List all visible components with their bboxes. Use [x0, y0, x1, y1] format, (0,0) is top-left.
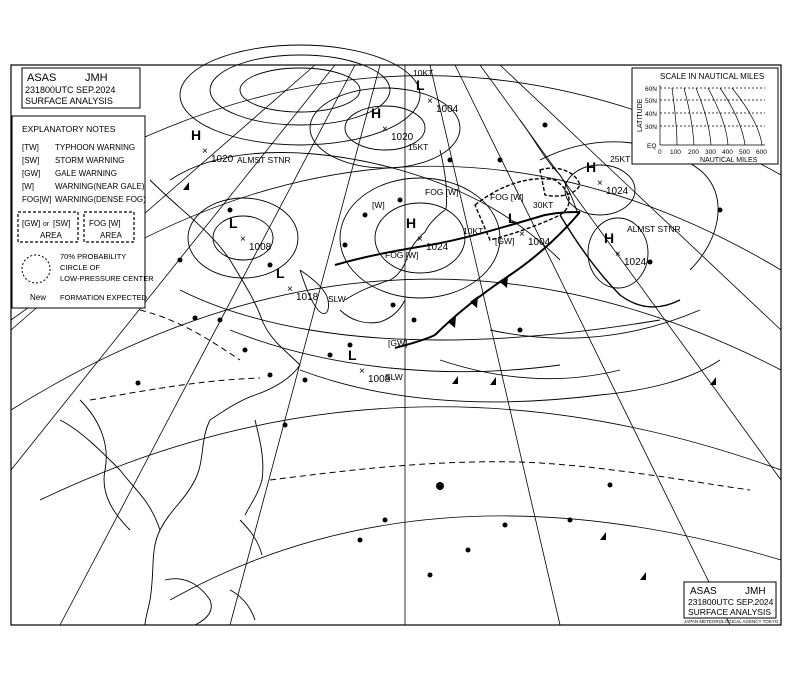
center-cross-icon: ×	[359, 366, 365, 377]
pressure-value: 1018	[296, 292, 319, 303]
scale-lat-30: 30N	[645, 124, 657, 131]
footer-box	[684, 582, 779, 624]
center-cross-icon: ×	[417, 234, 423, 245]
legend-text-gw: GALE WARNING	[55, 169, 117, 178]
legend-code-gw: [GW]	[22, 169, 41, 178]
scale-lat-title: LATITUDE	[637, 98, 644, 132]
center-cross-icon: ×	[597, 178, 603, 189]
legend-fog-area-label: AREA	[100, 231, 122, 240]
scale-x-400: 400	[722, 149, 733, 156]
footer-datetime: 231800UTC SEP.2024	[688, 597, 774, 607]
legend-text-fog: WARNING(DENSE FOG)	[55, 195, 146, 204]
pressure-type-label: L	[229, 215, 238, 231]
legend-text-tw: TYPHOON WARNING	[55, 143, 136, 152]
pressure-type-label: H	[586, 159, 597, 175]
legend-code-sw: [SW]	[22, 156, 40, 165]
legend-area-label: AREA	[40, 231, 62, 240]
scale-x-200: 200	[688, 149, 699, 156]
map-annotation-label: [GW]	[388, 338, 408, 348]
legend-text-w: WARNING(NEAR GALE)	[55, 182, 145, 191]
pressure-value: 1024	[624, 257, 647, 268]
scale-lat-50: 50N	[645, 98, 657, 105]
pressure-value: 1020	[211, 154, 234, 165]
center-cross-icon: ×	[382, 124, 388, 135]
legend-new-text: FORMATION EXPECTED	[60, 293, 147, 302]
map-annotation-label: 10KT	[413, 68, 434, 78]
footer-asas: ASAS	[690, 586, 717, 597]
pressure-value: 1008	[368, 374, 391, 385]
map-annotation-label: ALMST STNR	[627, 224, 681, 234]
pressure-type-label: L	[508, 210, 517, 226]
map-annotation-label: 15KT	[408, 142, 429, 152]
pressure-type-label: H	[191, 127, 202, 143]
legend-title: EXPLANATORY NOTES	[22, 124, 116, 134]
scale-x-300: 300	[705, 149, 716, 156]
footer-agency: JAPAN METEOROLOGICAL AGENCY TOKYO	[684, 619, 779, 624]
legend-prob-3: LOW-PRESSURE CENTER	[60, 274, 154, 283]
scale-lat-60: 60N	[645, 86, 657, 93]
scale-x-500: 500	[739, 149, 750, 156]
scale-x-600: 600	[756, 149, 767, 156]
pressure-value: 1024	[426, 242, 449, 253]
center-cross-icon: ×	[240, 234, 246, 245]
header-datetime: 231800UTC SEP.2024	[25, 85, 116, 95]
center-cross-icon: ×	[615, 249, 621, 260]
legend-new-label: New	[30, 293, 47, 302]
pressure-type-label: L	[416, 77, 425, 93]
footer-title: SURFACE ANALYSIS	[688, 607, 771, 617]
map-annotation-label: ALMST STNR	[237, 155, 291, 165]
map-annotation-label: 30KT	[533, 200, 554, 210]
center-cross-icon: ×	[427, 96, 433, 107]
legend-area-or: or	[43, 221, 50, 228]
pressure-value: 1004	[528, 237, 551, 248]
pressure-type-label: H	[371, 105, 382, 121]
center-cross-icon: ×	[287, 284, 293, 295]
header-title: SURFACE ANALYSIS	[25, 96, 113, 106]
scale-box	[632, 68, 778, 164]
map-annotation-label: FOG [W]	[490, 192, 524, 202]
legend-code-w: [W]	[22, 182, 34, 191]
legend-prob-2: CIRCLE OF	[60, 263, 101, 272]
legend-fog-w: FOG [W]	[89, 219, 121, 228]
header-jmh: JMH	[85, 72, 108, 84]
map-annotation-label: SLW	[328, 294, 346, 304]
map-annotation-label: [GW]	[495, 236, 515, 246]
scale-x-0: 0	[658, 149, 662, 156]
scale-lat-eq: EQ	[647, 143, 657, 150]
legend-area-sw: [SW]	[53, 219, 71, 228]
map-annotation-label: 10KT	[463, 226, 484, 236]
pressure-value: 1008	[249, 242, 272, 253]
map-annotation-label: [W]	[372, 200, 385, 210]
footer-jmh: JMH	[745, 586, 766, 597]
legend-box	[12, 116, 154, 308]
legend-area-gw: [GW]	[22, 219, 41, 228]
center-cross-icon: ×	[519, 229, 525, 240]
legend-code-tw: [TW]	[22, 143, 39, 152]
pressure-type-label: L	[276, 265, 285, 281]
center-cross-icon: ×	[202, 146, 208, 157]
scale-x-100: 100	[670, 149, 681, 156]
map-annotation-label: FOG [W]	[385, 250, 419, 260]
map-annotation-label: FOG [W]	[425, 187, 459, 197]
pressure-value: 1020	[391, 132, 414, 143]
header-box	[22, 68, 140, 108]
scale-title: SCALE IN NAUTICAL MILES	[660, 72, 765, 81]
legend-prob-1: 70% PROBABILITY	[60, 252, 127, 261]
scale-lat-40: 40N	[645, 111, 657, 118]
legend-code-fog: FOG[W]	[22, 195, 52, 204]
header-asas: ASAS	[27, 72, 57, 84]
pressure-value: 1024	[606, 186, 629, 197]
pressure-type-label: L	[348, 347, 357, 363]
pressure-type-label: H	[604, 230, 615, 246]
pressure-type-label: H	[406, 215, 417, 231]
map-annotation-label: SLW	[385, 372, 403, 382]
pressure-value: 1004	[436, 104, 459, 115]
scale-x-title: NAUTICAL MILES	[700, 157, 758, 164]
legend-text-sw: STORM WARNING	[55, 156, 125, 165]
map-annotation-label: 25KT	[610, 154, 631, 164]
